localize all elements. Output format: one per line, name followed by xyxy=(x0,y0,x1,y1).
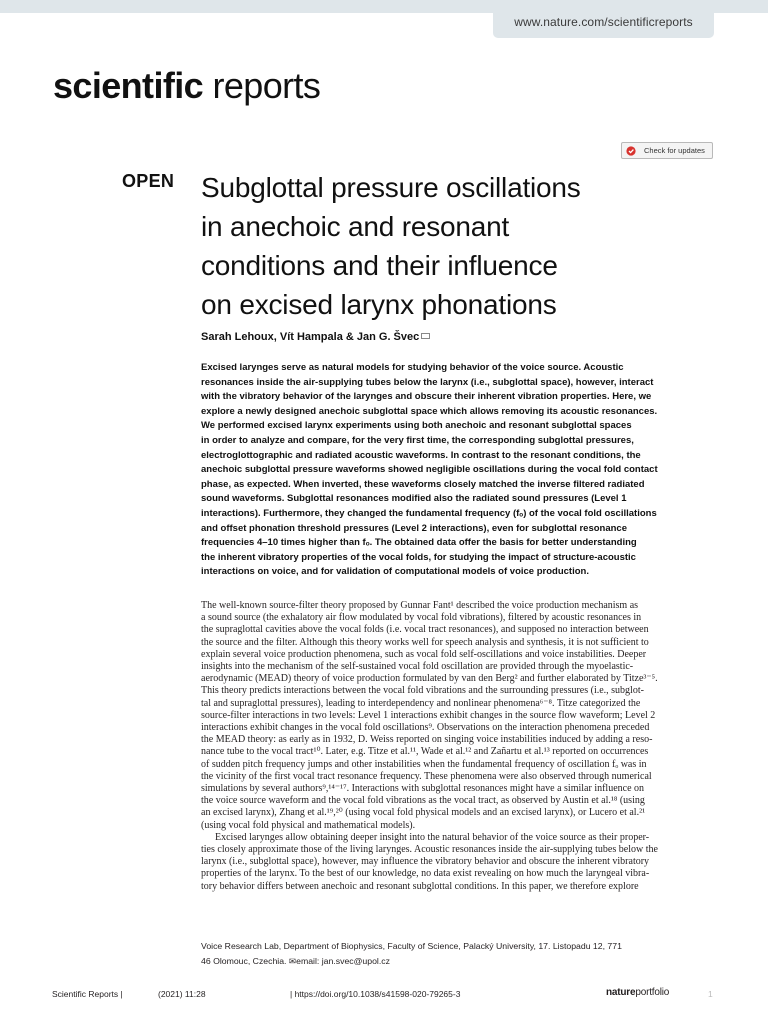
abstract-line: and offset phonation threshold pressures (Level 2 interactions), even for subglottal resonance xyxy=(201,522,627,534)
body-line: the MEAD theory: as early as in 1932, D. Weiss reported on singing voice instabilities induced by adding a reso- xyxy=(201,734,653,746)
abstract-line: Excised larynges serve as natural models for studying behavior of the voice source. Acoustic xyxy=(201,362,624,373)
abstract-line: electroglottographic and radiated acoustic waveforms. In contrast to the resonant conditions, the xyxy=(201,449,641,461)
abstract-line: the inherent vibratory properties of the vocal folds, for studying the impact of structure-acoustic xyxy=(201,551,636,563)
journal-logo[interactable] xyxy=(53,62,320,110)
affiliation xyxy=(201,939,721,969)
abstract-line: interactions on voice, and for validation of computational models of voice production. xyxy=(201,566,589,578)
journal-url-link[interactable]: www.nature.com/scientificreports xyxy=(493,8,714,38)
article-title xyxy=(201,168,721,324)
title-line: conditions and their influence xyxy=(201,250,558,281)
body-line: aerodynamic (MEAD) theory of voice production formulated by van den Berg² and further elaborated by Titze³⁻⁵. xyxy=(201,673,658,685)
abstract-line: anechoic subglottal pressure waveforms showed negligible oscillations during the vocal fold contact xyxy=(201,464,658,476)
journal-logo-light: reports xyxy=(203,65,321,106)
body-line: properties of the larynx. To the best of our knowledge, no data exist revealing on how much the laryngeal vibra- xyxy=(201,868,650,880)
abstract-line: sound waveforms. Subglottal resonances modified also the radiated sound pressures (Level 1 xyxy=(201,493,627,505)
abstract-line: resonances inside the air-supplying tubes below the larynx (i.e., subglottal space), however, interact xyxy=(201,376,654,388)
publisher-light: portfolio xyxy=(635,987,670,998)
check-for-updates-button[interactable] xyxy=(621,142,713,159)
footer-journal: Scientific Reports | xyxy=(52,989,123,999)
footer-doi-link[interactable]: | https://doi.org/10.1038/s41598-020-79265-3 xyxy=(290,989,461,999)
body-line: The well-known source-filter theory proposed by Gunnar Fant¹ described the voice production mechanism as xyxy=(201,600,639,611)
publisher-logo xyxy=(606,987,669,998)
open-access-label: OPEN xyxy=(122,171,175,191)
page-number: 1 xyxy=(708,989,713,999)
body-text xyxy=(201,600,721,893)
authors-text[interactable]: Sarah Lehoux, Vít Hampala & Jan G. Švec xyxy=(201,331,420,343)
body-line: source-filter interactions in two levels: Level 1 interactions exhibit changes in the source flow waveform; Level 2 xyxy=(201,709,656,721)
abstract xyxy=(201,361,721,580)
body-line: insights into the mechanism of the self-sustained vocal fold oscillation are provided through the myoelastic- xyxy=(201,661,634,673)
title-line: Subglottal pressure oscillations xyxy=(201,172,581,203)
title-line: in anechoic and resonant xyxy=(201,211,510,242)
body-line: interactions exhibit changes in the vocal fold oscillations⁹. Observations on the interaction phenomena preceded xyxy=(201,722,650,734)
body-line: the vicinity of the first vocal tract resonance frequency. These phenomena were also observed through numerical xyxy=(201,770,652,782)
body-line: an excised larynx), Zhang et al.¹⁹,²⁰ (using vocal fold physical models and an excised larynx), or Lucero et al.²¹ xyxy=(201,807,646,819)
body-line: the voice source waveform and the vocal fold vibrations as the vocal tract, as observed by Austin et al.¹⁸ (using xyxy=(201,795,645,807)
body-line: simulations by several authors⁹,¹⁴⁻¹⁷. Interactions with subglottal resonances might have a similar influence on xyxy=(201,783,645,795)
body-line: the supraglottal cavities above the vocal folds (i.e. vocal tract resonances), and supposed no interaction between xyxy=(201,624,649,636)
body-line: explain several voice production phenomena, such as vocal fold self-oscillations and voice instabilities. Deeper xyxy=(201,648,647,660)
body-line: tory behavior differs between anechoic and resonant subglottal conditions. In this paper, we therefore explore xyxy=(201,880,639,892)
body-line: Excised larynges allow obtaining deeper insight into the natural behavior of the voice source as their proper- xyxy=(215,831,650,843)
title-line: on excised larynx phonations xyxy=(201,289,557,320)
affiliation-line: 46 Olomouc, Czechia. ✉email: jan.svec@upol.cz xyxy=(201,956,390,966)
body-line: tal and supraglottal pressures), leading to interdependency and nonlinear phenomena⁶⁻⁸. Titze categorized the xyxy=(201,697,641,709)
body-line: larynx (i.e., subglottal space), however, may influence the vibratory behavior and obscure the inherent vibratory xyxy=(201,856,650,868)
body-line: ties closely approximate those of the living larynges. Acoustic resonances inside the air-supplying tubes below the xyxy=(201,844,658,856)
envelope-icon[interactable] xyxy=(421,333,430,339)
body-line: nance tube to the vocal tract¹⁰. Later, e.g. Titze et al.¹¹, Wade et al.¹² and Zañartu et al.¹³ reported on occurrences xyxy=(201,746,649,758)
body-line: a sound source (the exhalatory air flow modulated by vocal fold vibrations), filtered by acoustic resonances in xyxy=(201,612,642,624)
abstract-line: explore a newly designed anechoic subglottal space which allows removing its acoustic resonances. xyxy=(201,405,658,417)
abstract-line: interactions). Furthermore, they changed the fundamental frequency (fₒ) of the vocal fold oscillations xyxy=(201,507,657,519)
crossmark-icon xyxy=(626,146,636,156)
journal-logo-bold: scientific xyxy=(53,65,204,106)
author-list xyxy=(201,331,430,343)
affiliation-line: Voice Research Lab, Department of Biophysics, Faculty of Science, Palacký University, 17. Listopadu 12, 771 xyxy=(201,941,622,951)
publisher-bold: nature xyxy=(606,987,636,998)
abstract-line: phase, as expected. When inverted, these waveforms closely matched the inverse filtered radiated xyxy=(201,478,645,490)
body-line: of sudden pitch frequency jumps and other instabilities when the fundamental frequency of oscillation fₒ was in xyxy=(201,758,647,770)
abstract-line: We performed excised larynx experiments using both anechoic and resonant subglottal spaces xyxy=(201,420,632,432)
body-line: the source and the filter. Although this theory works well for speech analysis and synthesis, it is not sufficient to xyxy=(201,636,649,648)
abstract-line: frequencies 4–10 times higher than fₒ. The obtained data offer the basis for better understanding xyxy=(201,537,637,549)
abstract-line: with the vibratory behavior of the larynges and obscure their inherent vibration properties. Here, we xyxy=(201,391,652,403)
body-line: (using vocal fold physical and mathematical models). xyxy=(201,819,416,831)
body-line: This theory predicts interactions between the vocal fold vibrations and the surrounding pressures (i.e., subglot- xyxy=(201,685,644,697)
abstract-line: in order to analyze and compare, for the very first time, the corresponding subglottal pressures, xyxy=(201,434,634,446)
check-for-updates-label: Check for updates xyxy=(644,146,705,155)
footer-volume: (2021) 11:28 xyxy=(158,989,206,999)
